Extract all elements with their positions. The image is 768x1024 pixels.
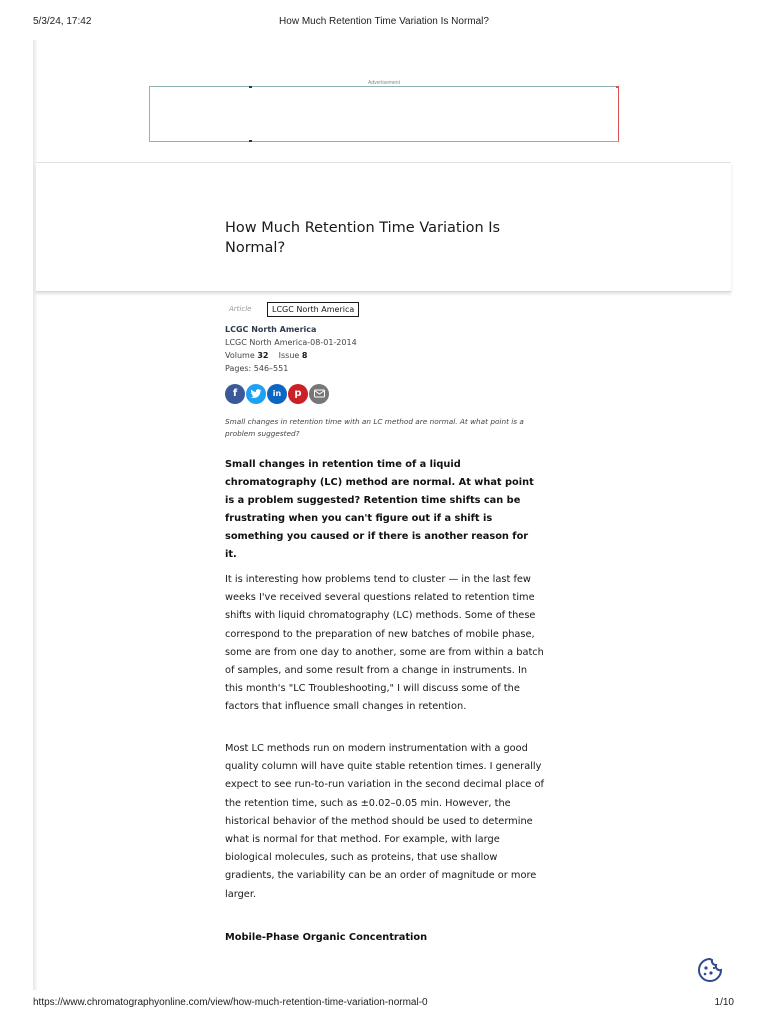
twitter-icon bbox=[250, 388, 262, 400]
section-heading: Mobile-Phase Organic Concentration bbox=[225, 932, 428, 943]
volume-issue bbox=[225, 349, 545, 362]
envelope-icon bbox=[314, 389, 325, 398]
issue-number: 8 bbox=[301, 351, 308, 360]
ad-corner-mark bbox=[249, 140, 252, 142]
print-url: https://www.chromatographyonline.com/view/how-much-retention-time-variation-normal-0 bbox=[33, 997, 428, 1008]
article-summary: Small changes in retention time with an LC method are normal. At what point is a problem suggested? bbox=[225, 417, 524, 438]
twitter-share-button[interactable] bbox=[246, 384, 266, 404]
cookie-settings-button[interactable] bbox=[696, 956, 724, 984]
linkedin-share-button[interactable] bbox=[267, 384, 287, 404]
issue-label: Issue bbox=[278, 351, 300, 360]
publication-link[interactable]: LCGC North America bbox=[225, 325, 317, 334]
article-type-label: Article bbox=[229, 305, 252, 313]
pub-date-line: LCGC North America-08-01-2014 bbox=[225, 338, 357, 347]
body-paragraph: Most LC methods run on modern instrumentation with a good quality column will have quite stable retention times. I generally expect to see run-to-run variation in the second decimal place of the retention time, such as ±0.02–0.05 min. However, the historical behavior of the method should be used to determine what is normal for that method. For example, with large biological molecules, such as proteins, that use shallow gradients, the variability can be an order of magnitude or more larger. bbox=[225, 743, 544, 900]
print-doc-title: How Much Retention Time Variation Is Normal? bbox=[279, 16, 489, 27]
ad-label: Advertisement bbox=[368, 80, 400, 86]
print-page-number: 1/10 bbox=[714, 997, 734, 1008]
facebook-icon: f bbox=[232, 388, 238, 399]
email-share-button[interactable] bbox=[309, 384, 329, 404]
linkedin-icon: in bbox=[272, 389, 282, 398]
print-footer bbox=[0, 997, 768, 1011]
print-datetime: 5/3/24, 17:42 bbox=[33, 16, 92, 27]
pinterest-icon: p bbox=[294, 388, 302, 399]
page-title: How Much Retention Time Variation Is Normal? bbox=[225, 220, 501, 256]
ad-corner-mark bbox=[249, 86, 252, 88]
ad-slot[interactable] bbox=[149, 86, 619, 142]
publication-badge[interactable]: LCGC North America bbox=[267, 302, 359, 317]
article-meta bbox=[225, 323, 545, 375]
volume-number: 32 bbox=[257, 351, 269, 360]
pinterest-share-button[interactable] bbox=[288, 384, 308, 404]
pages-line: Pages: 546–551 bbox=[225, 364, 289, 373]
volume-label: Volume bbox=[225, 351, 255, 360]
facebook-share-button[interactable] bbox=[225, 384, 245, 404]
ad-corner-mark bbox=[616, 86, 619, 88]
cookie-icon bbox=[696, 956, 724, 984]
body-paragraph: It is interesting how problems tend to cluster — in the last few weeks I've received several questions related to retention time shifts with liquid chromatography (LC) methods. Some of these correspond to the preparation of new batches of mobile phase, some are from one day to another, some are from within a batch of samples, and some result from a change in instruments. In this month's "LC Troubleshooting," I will discuss some of the factors that influence small changes in retention. bbox=[225, 574, 544, 713]
print-header bbox=[0, 16, 768, 30]
article-lede: Small changes in retention time of a liquid chromatography (LC) method are normal. At what point is a problem suggested? Retention time shifts can be frustrating when you can't figure out if a shift is something you caused or if there is another reason for it. bbox=[225, 459, 534, 560]
